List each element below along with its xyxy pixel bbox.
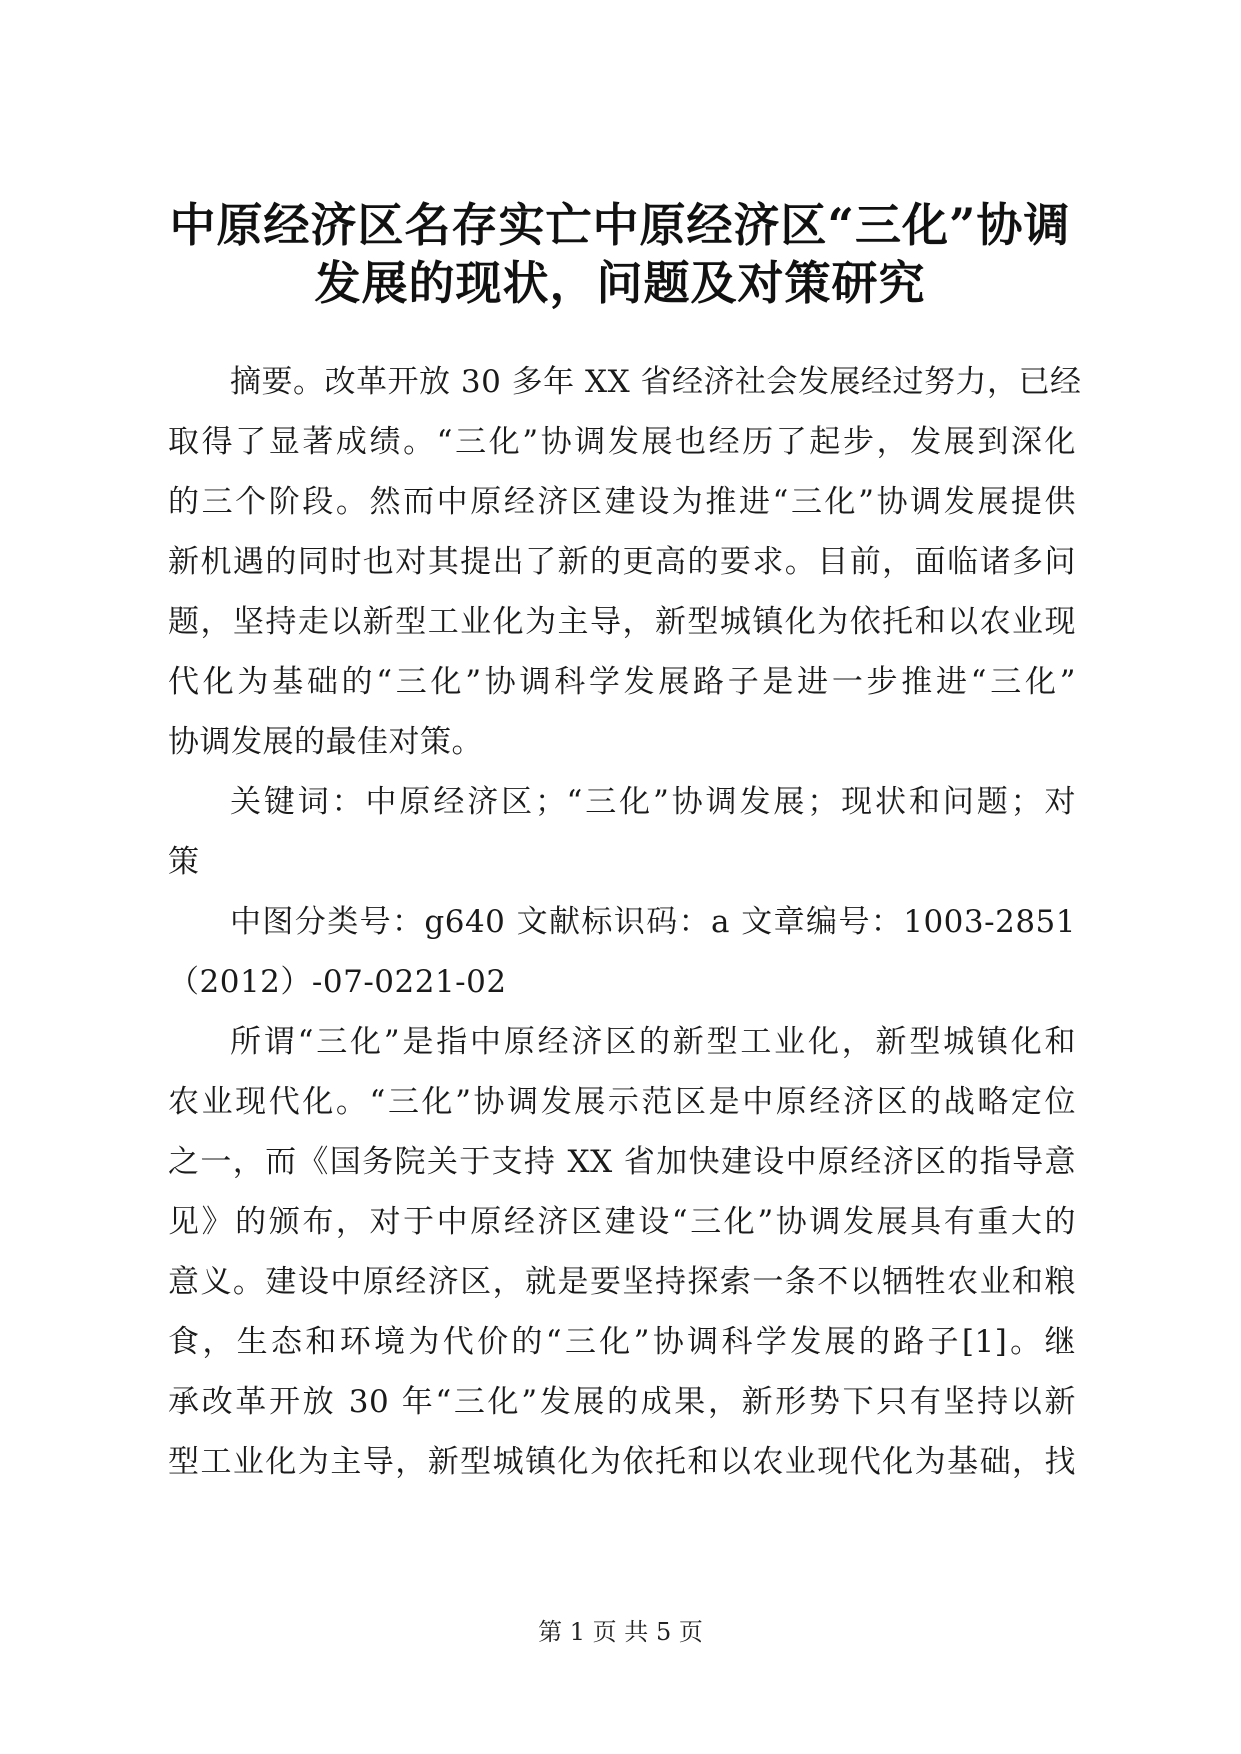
keywords-line: 关键词：中原经济区；“三化”协调发展；现状和问题；对 bbox=[230, 784, 1076, 820]
body-line: 之一，而《国务院关于支持 XX 省加快建设中原经济区的指导意 bbox=[168, 1144, 1076, 1180]
document-title bbox=[150, 196, 1090, 312]
abstract-line: 协调发展的最佳对策。 bbox=[168, 724, 483, 760]
abstract-line: 题，坚持走以新型工业化为主导，新型城镇化为依托和以农业现 bbox=[168, 604, 1076, 640]
abstract-line: 摘要。改革开放 30 多年 XX 省经济社会发展经过努力，已经 bbox=[230, 364, 1082, 400]
page-footer: 第 1 页 共 5 页 bbox=[538, 1618, 703, 1646]
abstract-line: 取得了显著成绩。“三化”协调发展也经历了起步，发展到深化 bbox=[168, 424, 1076, 460]
title-line: 中原经济区名存实亡中原经济区“三化”协调 bbox=[169, 198, 1071, 252]
abstract-line: 新机遇的同时也对其提出了新的更高的要求。目前，面临诸多问 bbox=[168, 544, 1076, 580]
body-line: 意义。建设中原经济区，就是要坚持探索一条不以牺牲农业和粮 bbox=[168, 1264, 1076, 1300]
body-line: 承改革开放 30 年“三化”发展的成果，新形势下只有坚持以新 bbox=[168, 1384, 1076, 1420]
classification-line: 中图分类号：g640 文献标识码：a 文章编号：1003-2851 bbox=[230, 904, 1076, 940]
abstract-line: 代化为基础的“三化”协调科学发展路子是进一步推进“三化” bbox=[168, 664, 1076, 700]
abstract-line: 的三个阶段。然而中原经济区建设为推进“三化”协调发展提供 bbox=[168, 484, 1076, 520]
title-line: 发展的现状，问题及对策研究 bbox=[314, 256, 926, 310]
body-line: 所谓“三化”是指中原经济区的新型工业化，新型城镇化和 bbox=[230, 1024, 1076, 1060]
body-line: 型工业化为主导，新型城镇化为依托和以农业现代化为基础，找 bbox=[168, 1444, 1076, 1480]
body-line: 农业现代化。“三化”协调发展示范区是中原经济区的战略定位 bbox=[168, 1084, 1076, 1120]
document-body bbox=[168, 352, 1082, 1492]
body-line: 食，生态和环境为代价的“三化”协调科学发展的路子[1]。继 bbox=[168, 1324, 1076, 1360]
body-line: 见》的颁布，对于中原经济区建设“三化”协调发展具有重大的 bbox=[168, 1204, 1076, 1240]
keywords-line: 策 bbox=[168, 844, 200, 880]
classification-line: （2012）-07-0221-02 bbox=[168, 964, 507, 1000]
